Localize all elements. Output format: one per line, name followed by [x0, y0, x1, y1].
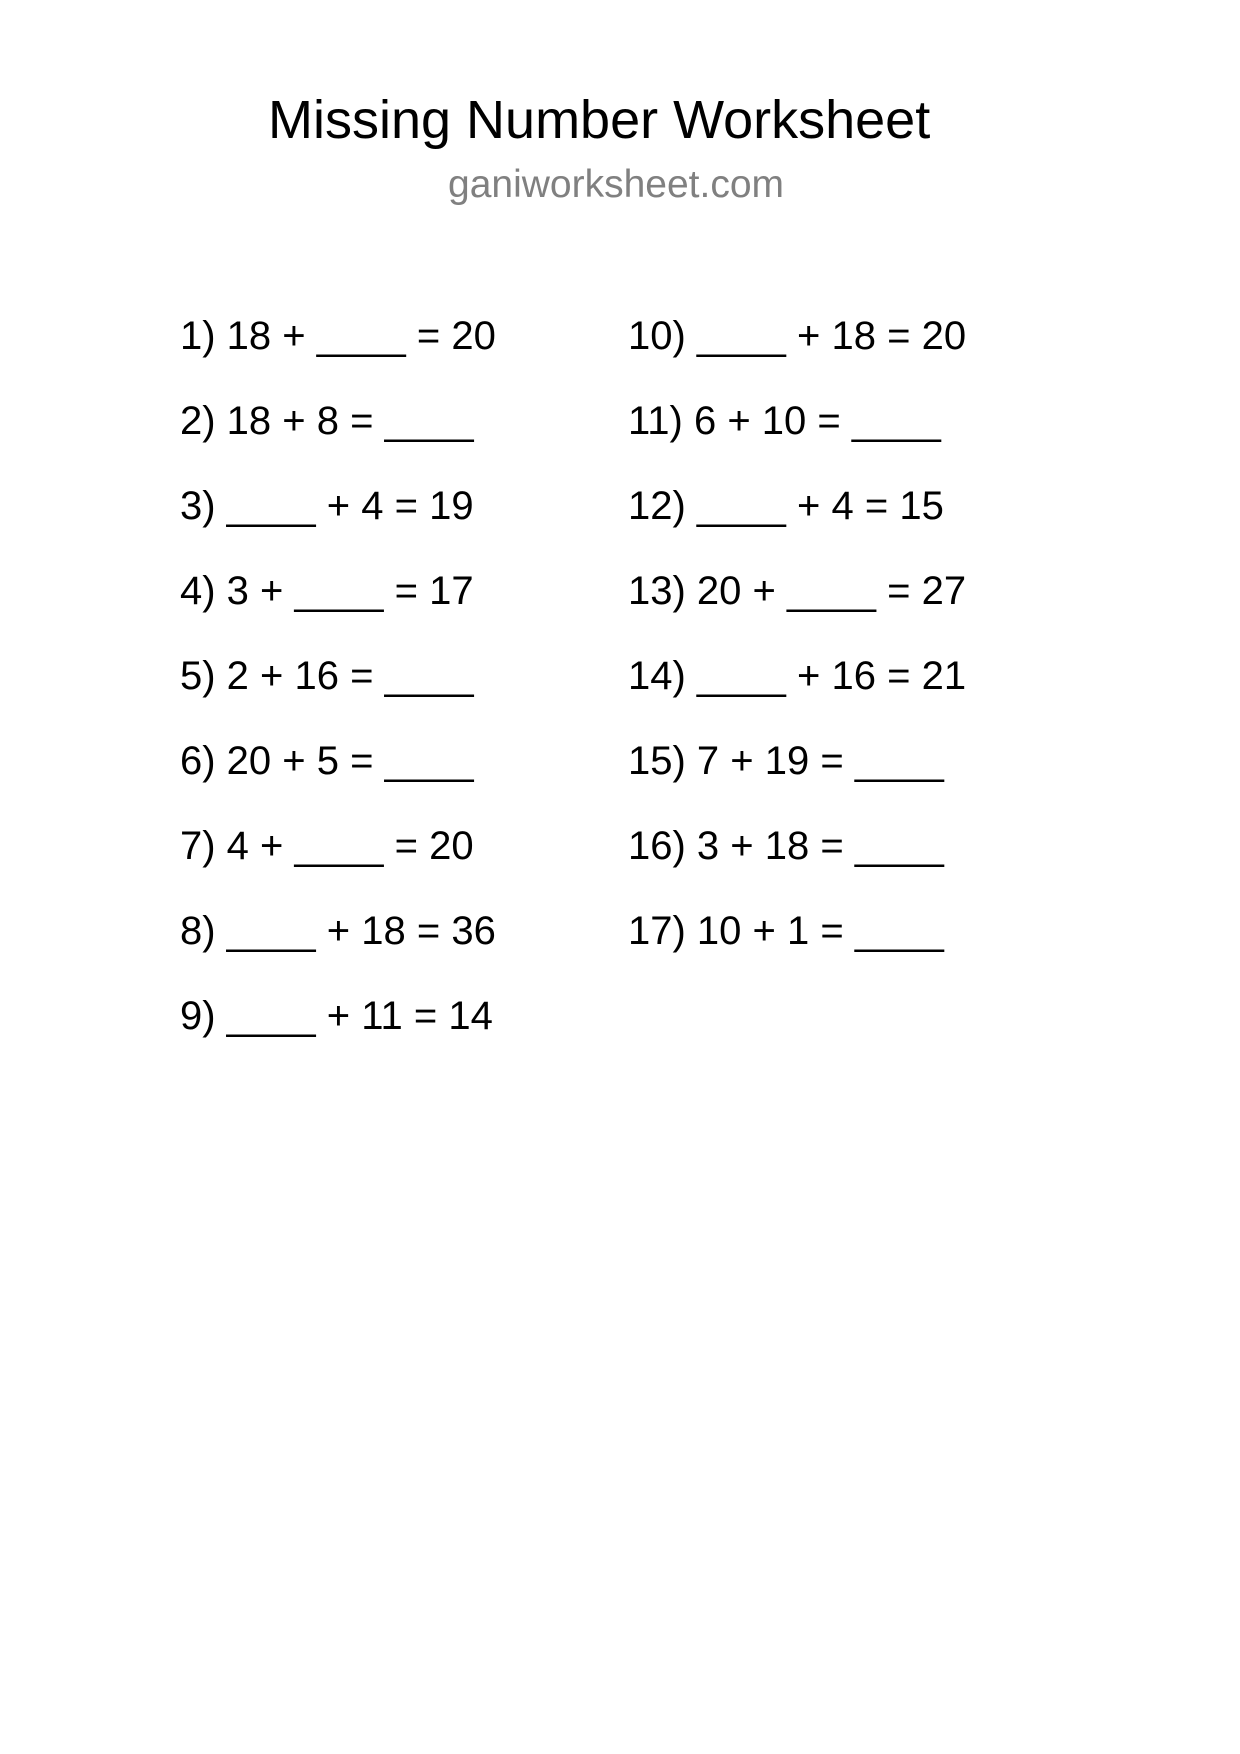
- problem-8: 8) ____ + 18 = 36: [180, 909, 496, 953]
- problem-column-left: [180, 311, 496, 1076]
- problem-11: 11) 6 + 10 = ____: [628, 399, 941, 443]
- problem-6: 6) 20 + 5 = ____: [180, 739, 474, 783]
- problem-10: 10) ____ + 18 = 20: [628, 314, 967, 358]
- problem-column-right: [628, 311, 966, 991]
- problem-14: 14) ____ + 16 = 21: [628, 654, 967, 698]
- problem-3: 3) ____ + 4 = 19: [180, 484, 474, 528]
- problem-9: 9) ____ + 11 = 14: [180, 994, 493, 1038]
- problem-4: 4) 3 + ____ = 17: [180, 569, 474, 613]
- problem-2: 2) 18 + 8 = ____: [180, 399, 474, 443]
- problem-12: 12) ____ + 4 = 15: [628, 484, 944, 528]
- problem-5: 5) 2 + 16 = ____: [180, 654, 474, 698]
- website-credit: ganiworksheet.com: [448, 163, 784, 206]
- problem-7: 7) 4 + ____ = 20: [180, 824, 474, 868]
- problem-17: 17) 10 + 1 = ____: [628, 909, 944, 953]
- problem-16: 16) 3 + 18 = ____: [628, 824, 944, 868]
- problem-13: 13) 20 + ____ = 27: [628, 569, 967, 613]
- problem-1: 1) 18 + ____ = 20: [180, 314, 496, 358]
- worksheet-title: Missing Number Worksheet: [268, 90, 931, 150]
- problem-15: 15) 7 + 19 = ____: [628, 739, 944, 783]
